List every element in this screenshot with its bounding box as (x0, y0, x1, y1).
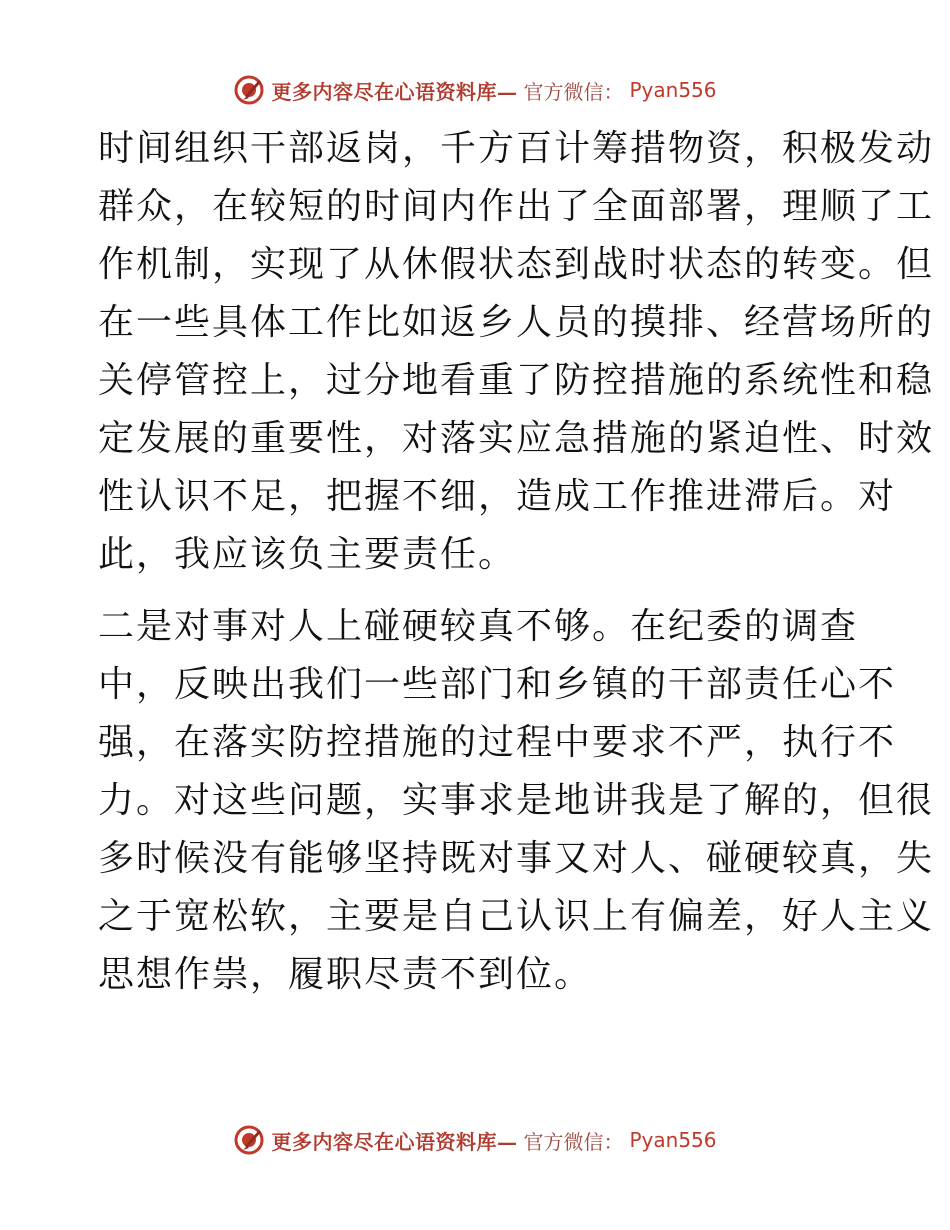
text-line: 作机制，实现了从休假状态到战时状态的转变。但 (98, 244, 935, 285)
text-line: 群众，在较短的时间内作出了全面部署，理顺了工 (98, 186, 935, 227)
text-line: 此，我应该负主要责任。 (98, 534, 517, 575)
logo-icon (233, 1124, 265, 1156)
document-body (98, 120, 935, 1004)
logo-icon (233, 74, 265, 106)
text-line: 关停管控上，过分地看重了防控措施的系统性和稳 (98, 360, 935, 401)
watermark-wechat-id: Pyan556 (629, 78, 717, 102)
text-line: 二是对事对人上碰硬较真不够。在纪委的调查 (98, 606, 859, 647)
text-line: 思想作祟，履职尽责不到位。 (98, 954, 593, 995)
watermark-header (0, 72, 950, 108)
paragraph-2 (98, 598, 935, 1004)
text-line: 力。对这些问题，实事求是地讲我是了解的，但很 (98, 780, 935, 821)
paragraph-1 (98, 120, 935, 584)
watermark-text: 更多内容尽在心语资料库— (271, 79, 518, 104)
text-line: 中，反映出我们一些部门和乡镇的干部责任心不 (98, 664, 897, 705)
text-line: 多时候没有能够坚持既对事又对人、碰硬较真，失 (98, 838, 935, 879)
watermark-footer (0, 1122, 950, 1158)
text-line: 时间组织干部返岗，千方百计筹措物资，积极发动 (98, 128, 935, 169)
text-line: 之于宽松软，主要是自己认识上有偏差，好人主义 (98, 896, 935, 937)
watermark-wechat-label: 官方微信： (523, 1129, 624, 1154)
watermark-text: 更多内容尽在心语资料库— (271, 1129, 518, 1154)
text-line: 定发展的重要性，对落实应急措施的紧迫性、时效 (98, 418, 935, 459)
watermark-wechat-label: 官方微信： (523, 79, 624, 104)
watermark-wechat-id: Pyan556 (629, 1128, 717, 1152)
text-line: 在一些具体工作比如返乡人员的摸排、经营场所的 (98, 302, 935, 343)
text-line: 强，在落实防控措施的过程中要求不严，执行不 (98, 722, 897, 763)
text-line: 性认识不足，把握不细，造成工作推进滞后。对 (98, 476, 897, 517)
